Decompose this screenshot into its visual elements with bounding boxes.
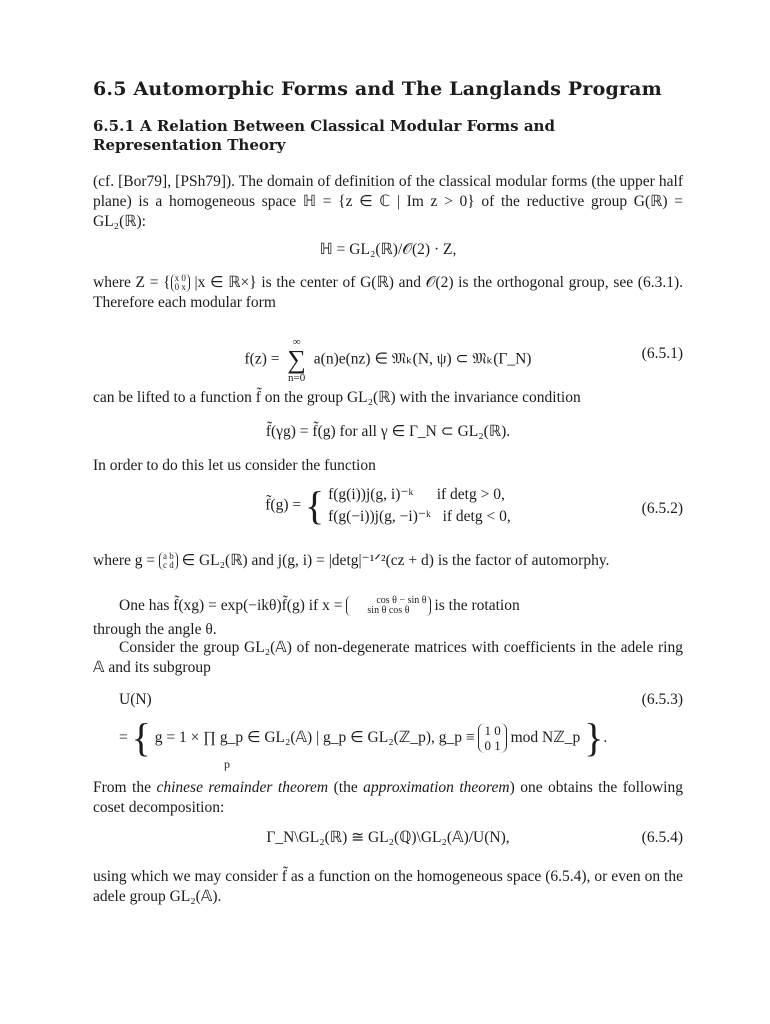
sum-symbol: ∑ xyxy=(287,345,306,374)
ftilde-lhs: f̃(g) = xyxy=(265,496,302,514)
fz-lhs: f(z) = xyxy=(244,350,280,368)
g-matrix xyxy=(159,552,178,570)
equation-6-5-1-body xyxy=(93,336,683,384)
subsection-title xyxy=(93,117,683,155)
crt-text-1: From the xyxy=(93,779,157,796)
center-paragraph xyxy=(93,273,683,313)
factor-paragraph xyxy=(93,551,683,571)
equation-6-5-3-label-row xyxy=(93,688,683,712)
case-1-cond: if detg > 0, xyxy=(436,486,505,503)
center-matrix-row1: x 0 xyxy=(174,273,186,284)
un-mod: mod Nℤ_p xyxy=(510,729,581,746)
equation-number-6-5-2: (6.5.2) xyxy=(641,500,683,517)
un-label: U(N) xyxy=(119,691,152,708)
cases xyxy=(328,484,511,528)
sum-operator xyxy=(287,336,306,384)
in-order-paragraph: In order to do this let us consider the function xyxy=(93,457,376,474)
un-right-brace: } xyxy=(584,715,604,761)
equation-number-6-5-3: (6.5.3) xyxy=(641,691,683,708)
equation-6-5-3-body: = { g = 1 × ∏ g_p ∈ GL₂(𝔸) | g_p ∈ GL₂(ℤ_p), g_p ≡ 1 0 0 1 mod Nℤ_p }. xyxy=(119,715,608,761)
identity-row2: 0 1 xyxy=(484,738,501,754)
intro-paragraph: (cf. [Bor79], [PSh79]). The domain of definition of the classical modular forms (the upper half plane) is a homogeneous space ℍ = {z ∈ ℂ | Im z > 0} of the reductive group G(ℝ) = GL₂(ℝ): xyxy=(93,173,683,230)
crt-text-2: (the xyxy=(328,779,364,796)
left-brace: { xyxy=(305,483,325,528)
fz-rhs: a(n)e(nz) ∈ 𝔐ₖ(N, ψ) ⊂ 𝔐ₖ(Γ_N) xyxy=(313,350,532,368)
case-1: f(g(i))j(g, i)⁻ᵏ xyxy=(328,486,414,503)
rotation-matrix xyxy=(346,596,430,616)
equation-6-5-4-body: Γ_N\GL₂(ℝ) ≅ GL₂(ℚ)\GL₂(𝔸)/U(N), xyxy=(266,829,510,846)
identity-row1: 1 0 xyxy=(484,723,501,739)
un-equals: = xyxy=(119,729,132,746)
lifted-paragraph: can be lifted to a function f̃ on the group GL₂(ℝ) with the invariance condition xyxy=(93,389,581,406)
crt-paragraph xyxy=(93,778,683,818)
center-matrix-row2: 0 x xyxy=(174,282,186,293)
un-body: g = 1 × ∏ g_p ∈ GL₂(𝔸) | g_p ∈ GL₂(ℤ_p), g_p ≡ xyxy=(154,729,475,746)
through-paragraph: through the angle θ. xyxy=(93,621,217,638)
approx-emph: approximation theorem xyxy=(363,779,510,796)
identity-matrix xyxy=(478,723,506,753)
rotation-matrix-row1: cos θ − sin θ xyxy=(376,595,427,607)
subsection-title-line1: 6.5.1 A Relation Between Classical Modular Forms and xyxy=(93,117,555,135)
sum-lower: n=0 xyxy=(288,372,306,384)
center-text-rest: |x ∈ ℝ×} is the center of G(ℝ) and 𝒪(2) is the orthogonal group, see (6.3.1). Therefore each modular form xyxy=(93,274,684,311)
crt-text-3: ) one obtains the following coset decomposition: xyxy=(93,779,683,816)
equation-h-quotient-body: ℍ = GL₂(ℝ)/𝒪(2) · Z, xyxy=(319,241,457,258)
one-has-rest: is the rotation xyxy=(434,597,520,614)
g-matrix-row2: c d xyxy=(162,560,174,571)
crt-emph: chinese remainder theorem xyxy=(156,779,329,796)
case-2-cond: if detg < 0, xyxy=(442,508,511,525)
where-g-start: where g = xyxy=(93,552,156,569)
using-paragraph: using which we may consider f̃ as a function on the homogeneous space (6.5.4), or even on the adele group GL₂(𝔸). xyxy=(93,868,683,905)
equation-h-quotient xyxy=(93,238,683,262)
equation-number-6-5-1: (6.5.1) xyxy=(641,345,683,362)
case-2: f(g(−i))j(g, −i)⁻ᵏ xyxy=(328,508,431,525)
equation-6-5-1 xyxy=(93,336,683,384)
one-has-text: One has f̃(xg) = exp(−ikθ)f̃(g) if x = xyxy=(119,597,343,614)
un-left-brace: { xyxy=(131,715,151,761)
g-matrix-row1: a b xyxy=(162,551,174,562)
rotation-paragraph xyxy=(93,596,683,616)
equation-6-5-2-body xyxy=(93,484,683,528)
center-text-start: where Z = { xyxy=(93,274,171,291)
equation-6-5-2 xyxy=(93,484,683,534)
equation-6-5-4 xyxy=(93,826,683,850)
equation-invariance-body: f̃(γg) = f̃(g) for all γ ∈ Γ_N ⊂ GL₂(ℝ). xyxy=(265,423,511,440)
subsection-title-line2: Representation Theory xyxy=(93,136,286,154)
prod-subscript: p xyxy=(224,757,230,771)
consider-paragraph: Consider the group GL₂(𝔸) of non-degenerate matrices with coefficients in the adele ring 𝔸 and its subgroup xyxy=(93,639,683,676)
section-title: 6.5 Automorphic Forms and The Langlands Program xyxy=(93,78,662,100)
equation-invariance xyxy=(93,420,683,444)
sum-upper: ∞ xyxy=(292,336,301,348)
equation-number-6-5-4: (6.5.4) xyxy=(641,829,683,846)
equation-6-5-3 xyxy=(93,712,683,771)
where-g-rest: ∈ GL₂(ℝ) and j(g, i) = |detg|⁻¹ᐟ²(cz + d) is the factor of automorphy. xyxy=(181,552,610,569)
rotation-matrix-row2: sin θ cos θ xyxy=(367,605,410,617)
center-matrix xyxy=(171,274,190,292)
